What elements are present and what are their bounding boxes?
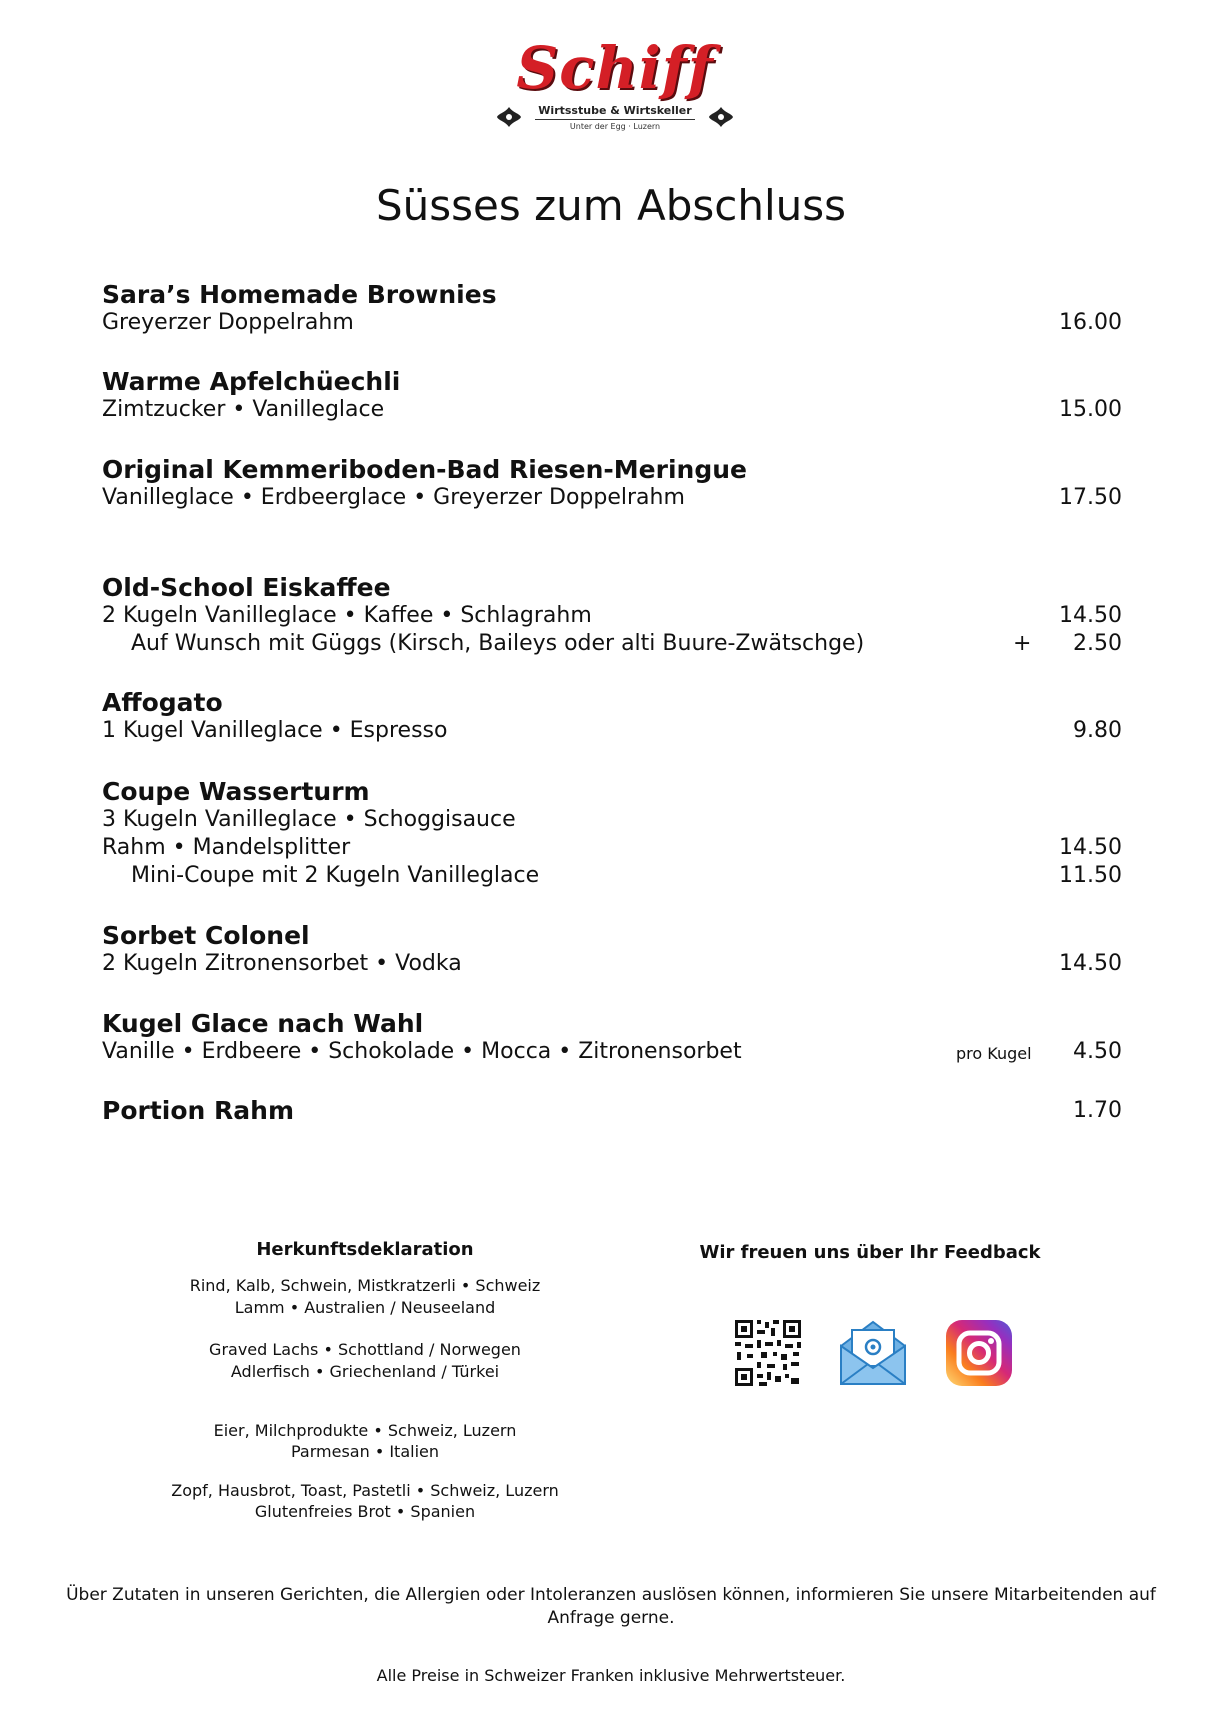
item-description: 2 Kugeln Vanilleglace • Kaffee • Schlagrahm: [102, 603, 592, 628]
item-option: Mini-Coupe mit 2 Kugeln Vanilleglace: [131, 863, 540, 888]
item-name: Portion Rahm: [102, 1096, 294, 1125]
origin-line: Glutenfreies Brot • Spanien: [254, 1502, 476, 1521]
logo-subtitle: Wirtsstube & Wirtskeller: [535, 104, 695, 120]
item-description: Vanille • Erdbeere • Schokolade • Mocca • Zitronensorbet: [102, 1039, 742, 1064]
item-price: 16.00: [1059, 310, 1122, 335]
item-name: Warme Apfelchüechli: [102, 367, 401, 396]
logo-location: Unter der Egg · Luzern: [569, 122, 661, 131]
item-name: Affogato: [102, 688, 223, 717]
item-price: 14.50: [1059, 951, 1122, 976]
qr-code-icon[interactable]: [733, 1318, 803, 1388]
item-name: Sara’s Homemade Brownies: [102, 280, 497, 309]
item-name: Sorbet Colonel: [102, 921, 310, 950]
price-unit-label: pro Kugel: [956, 1044, 1032, 1063]
prices-note: Alle Preise in Schweizer Franken inklusive Mehrwertsteuer.: [376, 1666, 846, 1685]
item-name: Kugel Glace nach Wahl: [102, 1009, 424, 1038]
item-price: 4.50: [1073, 1039, 1122, 1064]
item-price: 14.50: [1059, 603, 1122, 628]
feedback-title: Wir freuen uns über Ihr Feedback: [699, 1242, 1041, 1263]
origin-line: Adlerfisch • Griechenland / Türkei: [230, 1362, 500, 1381]
item-description: 3 Kugeln Vanilleglace • Schoggisauce: [102, 807, 516, 832]
page-title: Süsses zum Abschluss: [375, 181, 847, 230]
item-description: 2 Kugeln Zitronensorbet • Vodka: [102, 951, 462, 976]
item-description: Vanilleglace • Erdbeerglace • Greyerzer Doppelrahm: [102, 485, 685, 510]
instagram-icon[interactable]: [944, 1318, 1014, 1388]
origin-line: Eier, Milchprodukte • Schweiz, Luzern: [213, 1421, 517, 1440]
email-icon[interactable]: [838, 1318, 908, 1388]
origin-title: Herkunftsdeklaration: [256, 1239, 474, 1260]
item-price: 2.50: [1073, 631, 1122, 656]
item-description: 1 Kugel Vanilleglace • Espresso: [102, 718, 448, 743]
item-description: Zimtzucker • Vanilleglace: [102, 397, 385, 422]
item-name: Coupe Wasserturm: [102, 777, 370, 806]
ornament-left-icon: [495, 103, 523, 131]
item-description: Greyerzer Doppelrahm: [102, 310, 354, 335]
item-price: 11.50: [1059, 863, 1122, 888]
allergy-notice: Über Zutaten in unseren Gerichten, die Allergien oder Intoleranzen auslösen können, informieren Sie unsere Mitarbeitenden auf Anfrage gerne.: [66, 1585, 1156, 1628]
origin-line: Rind, Kalb, Schwein, Mistkratzerli • Schweiz: [189, 1276, 541, 1295]
item-price: 17.50: [1059, 485, 1122, 510]
origin-line: Graved Lachs • Schottland / Norwegen: [209, 1340, 521, 1359]
logo-wordmark: Schiff: [516, 34, 714, 102]
item-price: 9.80: [1073, 718, 1122, 743]
item-name: Old-School Eiskaffee: [102, 573, 391, 602]
item-price: 1.70: [1073, 1098, 1122, 1123]
item-price: 15.00: [1059, 397, 1122, 422]
item-name: Original Kemmeriboden-Bad Riesen-Meringue: [102, 455, 747, 484]
item-description: Rahm • Mandelsplitter: [102, 835, 351, 860]
origin-line: Zopf, Hausbrot, Toast, Pastetli • Schweiz, Luzern: [171, 1481, 559, 1500]
ornament-right-icon: [707, 103, 735, 131]
origin-line: Lamm • Australien / Neuseeland: [234, 1298, 496, 1317]
origin-line: Parmesan • Italien: [290, 1442, 440, 1461]
item-price: 14.50: [1059, 835, 1122, 860]
price-prefix: +: [1013, 631, 1032, 656]
restaurant-logo: [495, 36, 735, 136]
item-option: Auf Wunsch mit Güggs (Kirsch, Baileys oder alti Buure-Zwätschge): [131, 631, 865, 656]
